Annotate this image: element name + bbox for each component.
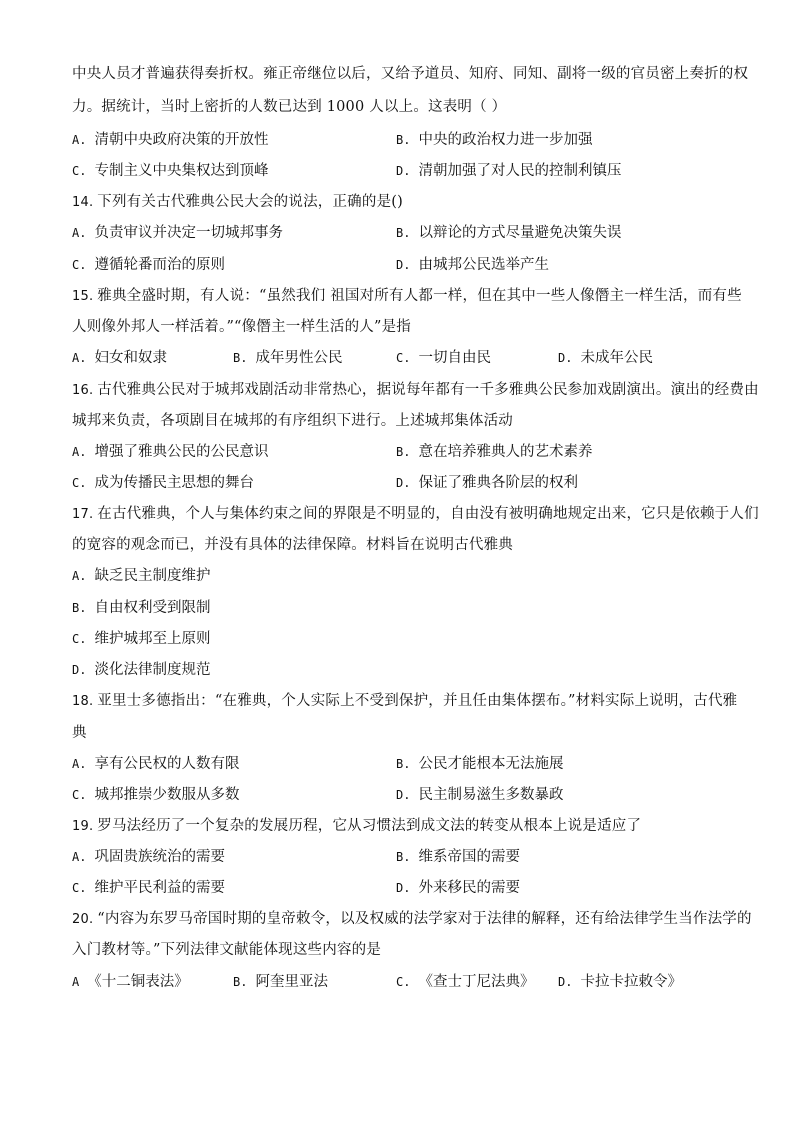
q15-option-c[interactable] — [396, 348, 491, 368]
option-text: 清朝加强了对人民的控制利镇压 — [418, 163, 622, 179]
option-text: 未成年公民 — [580, 350, 653, 366]
question-number: 16. — [72, 383, 94, 398]
question-number: 15. — [72, 289, 94, 304]
q14-stem — [72, 192, 724, 213]
q16-option-b[interactable] — [396, 442, 592, 462]
q20-option-c[interactable] — [396, 972, 534, 992]
question-number: 17. — [72, 507, 94, 522]
option-letter: D. — [558, 351, 573, 365]
option-text: 卡拉卡拉敕令》 — [580, 974, 682, 990]
q20-option-a[interactable] — [72, 972, 189, 992]
q18-stem-line1 — [72, 691, 738, 712]
option-letter: A. — [72, 757, 87, 771]
option-letter: B. — [396, 850, 411, 864]
q15-option-d[interactable] — [558, 348, 653, 368]
option-letter: B. — [396, 133, 411, 147]
option-text: 负责审议并决定一切城邦事务 — [94, 225, 283, 241]
option-text: 以辩论的方式尽量避免决策失误 — [418, 225, 622, 241]
q18-stem-line2: 典 — [72, 725, 87, 741]
q19-stem — [72, 816, 724, 837]
q20-stem-line2: 入门教材等。”下列法律文献能体现这些内容的是 — [72, 942, 382, 958]
option-text: 成为传播民主思想的舞台 — [94, 475, 254, 491]
option-text: 专制主义中央集权达到顶峰 — [94, 163, 269, 179]
q18-option-c[interactable] — [72, 785, 239, 805]
option-letter: A. — [72, 133, 87, 147]
option-text: 遵循轮番而治的原则 — [94, 257, 225, 273]
question-text: 下列有关古代雅典公民大会的说法，正确的是() — [97, 194, 403, 210]
option-text: 公民才能根本无法施展 — [418, 756, 564, 772]
option-letter: D. — [396, 476, 411, 490]
q17-stem-line1 — [72, 504, 759, 525]
q18-option-b[interactable] — [396, 754, 563, 774]
question-number: 18. — [72, 694, 94, 709]
q18-option-d[interactable] — [396, 785, 563, 805]
q13-stem-line1: 中央人员才普遍获得奏折权。雍正帝继位以后，又给予道员、知府、同知、副将一级的官员密上奏折的权 — [72, 66, 749, 82]
option-letter: B. — [233, 975, 248, 989]
option-text: 缺乏民主制度维护 — [94, 568, 211, 584]
q15-option-a[interactable] — [72, 348, 167, 368]
q13-option-d[interactable] — [396, 161, 621, 181]
option-text: 阿奎里亚法 — [255, 974, 328, 990]
option-letter: B. — [396, 226, 411, 240]
option-text: 保证了雅典各阶层的权利 — [418, 475, 578, 491]
q20-option-b[interactable] — [233, 972, 328, 992]
option-text: 民主制易滋生多数暴政 — [418, 787, 564, 803]
option-letter: A. — [72, 445, 87, 459]
q13-option-c[interactable] — [72, 161, 268, 181]
option-text: 自由权利受到限制 — [94, 600, 211, 616]
option-text: 《十二铜表法》 — [87, 974, 189, 990]
q17-option-b[interactable] — [72, 598, 210, 618]
option-letter: A. — [72, 351, 87, 365]
option-text: 中央的政治权力进一步加强 — [418, 132, 593, 148]
option-text: 享有公民权的人数有限 — [94, 756, 240, 772]
option-letter: C. — [72, 881, 87, 895]
option-text: 一切自由民 — [418, 350, 491, 366]
option-text: 由城邦公民选举产生 — [418, 257, 549, 273]
option-letter: D. — [396, 788, 411, 802]
q13-stem-line2: 力。据统计，当时上密折的人数已达到 1000 人以上。这表明（ ） — [72, 99, 507, 115]
q14-option-b[interactable] — [396, 223, 621, 243]
option-letter: A. — [72, 850, 87, 864]
q17-option-c[interactable] — [72, 629, 210, 649]
option-letter: A. — [72, 226, 87, 240]
option-letter: B. — [396, 445, 411, 459]
option-letter: B. — [72, 601, 87, 615]
option-text: 成年男性公民 — [255, 350, 343, 366]
q17-stem-line2: 的宽容的观念而已，并没有具体的法律保障。材料旨在说明古代雅典 — [72, 537, 513, 553]
question-number: 14. — [72, 195, 94, 210]
question-number: 20. — [72, 912, 94, 927]
q17-option-d[interactable] — [72, 660, 210, 680]
q13-option-b[interactable] — [396, 130, 592, 150]
q15-stem-line2: 人则像外邦人一样活着。”“像僭主一样生活的人”是指 — [72, 319, 411, 335]
q20-stem-line1 — [72, 909, 752, 930]
option-text: 淡化法律制度规范 — [94, 662, 211, 678]
option-letter: C. — [72, 788, 87, 802]
q16-option-a[interactable] — [72, 442, 268, 462]
option-text: 意在培养雅典人的艺术素养 — [418, 444, 593, 460]
option-letter: D. — [72, 663, 87, 677]
q14-option-c[interactable] — [72, 255, 225, 275]
option-letter: C. — [72, 258, 87, 272]
question-text: 在古代雅典，个人与集体约束之间的界限是不明显的，自由没有被明确地规定出来，它只是依赖于人们 — [97, 506, 759, 522]
option-letter: C. — [396, 975, 411, 989]
option-letter: D. — [396, 258, 411, 272]
option-text: 外来移民的需要 — [418, 880, 520, 896]
q16-option-c[interactable] — [72, 473, 254, 493]
q19-option-c[interactable] — [72, 878, 225, 898]
option-text: 清朝中央政府决策的开放性 — [94, 132, 269, 148]
option-letter: B. — [233, 351, 248, 365]
question-text: 罗马法经历了一个复杂的发展历程，它从习惯法到成文法的转变从根本上说是适应了 — [97, 818, 642, 834]
q13-option-a[interactable] — [72, 130, 268, 150]
q18-option-a[interactable] — [72, 754, 239, 774]
q17-option-a[interactable] — [72, 566, 210, 586]
option-letter: A — [72, 975, 80, 989]
option-letter: B. — [396, 757, 411, 771]
q20-option-d[interactable] — [558, 972, 682, 992]
option-text: 巩固贵族统治的需要 — [94, 849, 225, 865]
question-text: 雅典全盛时期，有人说：“虽然我们 祖国对所有人都一样，但在其中一些人像僭主一样生活，而有些 — [97, 288, 742, 304]
option-letter: A. — [72, 569, 87, 583]
q14-option-a[interactable] — [72, 223, 283, 243]
q16-stem-line1 — [72, 380, 759, 401]
question-text: “内容为东罗马帝国时期的皇帝敕令，以及权威的法学家对于法律的解释，还有给法律学生当作法学的 — [97, 911, 752, 927]
option-letter: C. — [72, 164, 87, 178]
q15-stem-line1 — [72, 286, 742, 307]
q15-option-b[interactable] — [233, 348, 342, 368]
option-letter: C. — [72, 476, 87, 490]
q19-option-a[interactable] — [72, 847, 225, 867]
q16-stem-line2: 城邦来负责，各项剧目在城邦的有序组织下进行。上述城邦集体活动 — [72, 413, 513, 429]
q16-option-d[interactable] — [396, 473, 578, 493]
option-letter: C. — [72, 632, 87, 646]
q14-option-d[interactable] — [396, 255, 549, 275]
question-text: 古代雅典公民对于城邦戏剧活动非常热心，据说每年都有一千多雅典公民参加戏剧演出。演出的经费由 — [97, 382, 759, 398]
question-text: 亚里士多德指出：“在雅典，个人实际上不受到保护，并且任由集体摆布。”材料实际上说明，古代雅 — [97, 693, 738, 709]
option-text: 妇女和奴隶 — [94, 350, 167, 366]
option-text: 维系帝国的需要 — [418, 849, 520, 865]
option-letter: D. — [558, 975, 573, 989]
option-letter: D. — [396, 881, 411, 895]
option-text: 维护平民利益的需要 — [94, 880, 225, 896]
option-text: 《查士丁尼法典》 — [418, 974, 535, 990]
option-text: 维护城邦至上原则 — [94, 631, 211, 647]
q19-option-b[interactable] — [396, 847, 520, 867]
option-text: 城邦推崇少数服从多数 — [94, 787, 240, 803]
q19-option-d[interactable] — [396, 878, 520, 898]
option-text: 增强了雅典公民的公民意识 — [94, 444, 269, 460]
option-letter: D. — [396, 164, 411, 178]
option-letter: C. — [396, 351, 411, 365]
question-number: 19. — [72, 819, 94, 834]
